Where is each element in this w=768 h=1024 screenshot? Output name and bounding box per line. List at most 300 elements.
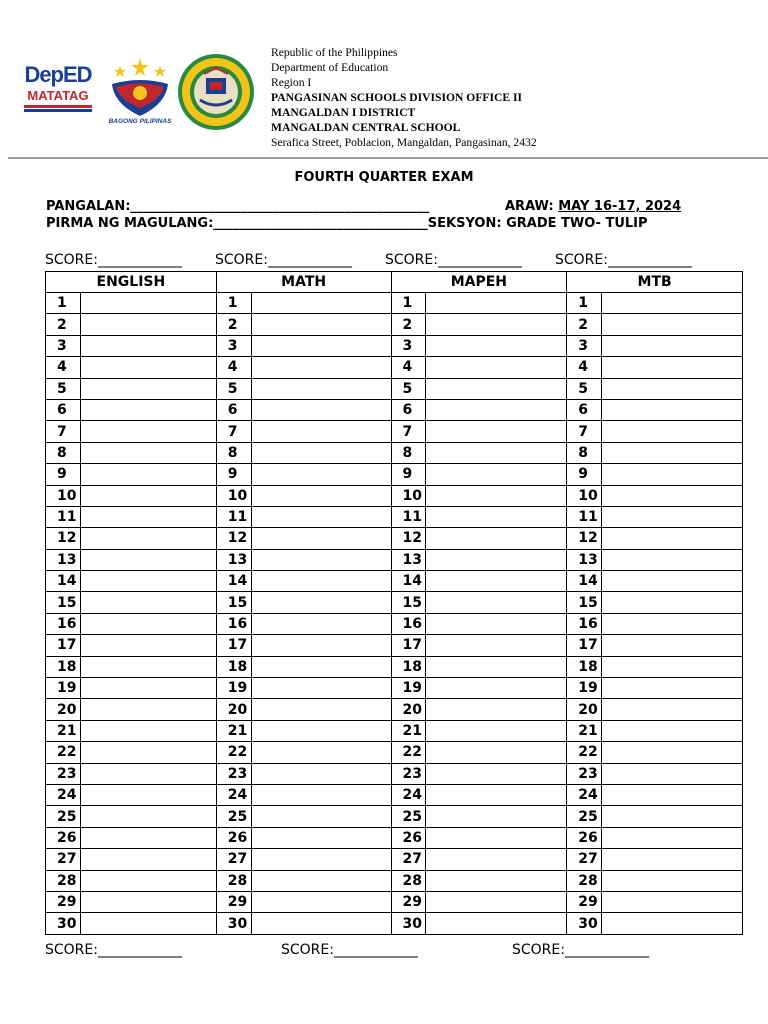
answer-cell[interactable] xyxy=(602,827,743,848)
bagong-pilipinas-emblem-icon xyxy=(104,56,176,118)
item-number: 6 xyxy=(391,399,426,420)
answer-row xyxy=(46,592,743,613)
answer-cell[interactable] xyxy=(426,442,567,463)
answer-cell[interactable] xyxy=(251,613,391,634)
item-number: 26 xyxy=(216,827,251,848)
answer-cell[interactable] xyxy=(602,806,743,827)
item-number: 14 xyxy=(46,571,81,592)
answer-cell[interactable] xyxy=(426,613,567,634)
answer-cell[interactable] xyxy=(251,913,391,934)
item-number: 2 xyxy=(391,314,426,335)
item-number: 12 xyxy=(216,528,251,549)
answer-row xyxy=(46,335,743,356)
answer-cell[interactable] xyxy=(80,335,216,356)
answer-cell[interactable] xyxy=(80,720,216,741)
address-line: Region I xyxy=(271,76,312,89)
item-number: 6 xyxy=(567,399,602,420)
answer-cell[interactable] xyxy=(80,613,216,634)
answer-cell[interactable] xyxy=(602,891,743,912)
item-number: 18 xyxy=(567,656,602,677)
header-divider xyxy=(8,157,768,159)
item-number: 28 xyxy=(567,870,602,891)
item-number: 4 xyxy=(567,357,602,378)
item-number: 15 xyxy=(216,592,251,613)
item-number: 15 xyxy=(567,592,602,613)
item-number: 8 xyxy=(567,442,602,463)
answer-cell[interactable] xyxy=(80,891,216,912)
answer-cell[interactable] xyxy=(602,314,743,335)
answer-cell[interactable] xyxy=(80,549,216,570)
item-number: 29 xyxy=(391,891,426,912)
answer-cell[interactable] xyxy=(80,849,216,870)
item-number: 6 xyxy=(216,399,251,420)
score-english[interactable]: SCORE:____________ xyxy=(45,252,182,268)
item-number: 7 xyxy=(567,421,602,442)
item-number: 10 xyxy=(216,485,251,506)
item-number: 22 xyxy=(391,742,426,763)
item-number: 12 xyxy=(46,528,81,549)
answer-cell[interactable] xyxy=(80,827,216,848)
answer-cell[interactable] xyxy=(426,870,567,891)
answer-row xyxy=(46,891,743,912)
address-line: Department of Education xyxy=(271,61,389,74)
answer-cell[interactable] xyxy=(426,656,567,677)
item-number: 10 xyxy=(46,485,81,506)
answer-cell[interactable] xyxy=(251,870,391,891)
answer-cell[interactable] xyxy=(80,763,216,784)
item-number: 9 xyxy=(567,464,602,485)
answer-cell[interactable] xyxy=(80,506,216,527)
item-number: 3 xyxy=(46,335,81,356)
item-number: 29 xyxy=(46,891,81,912)
answer-cell[interactable] xyxy=(251,699,391,720)
logo-bar xyxy=(24,105,92,108)
item-number: 22 xyxy=(46,742,81,763)
answer-cell[interactable] xyxy=(251,784,391,805)
answer-cell[interactable] xyxy=(80,784,216,805)
item-number: 26 xyxy=(46,827,81,848)
item-number: 7 xyxy=(391,421,426,442)
answer-cell[interactable] xyxy=(602,357,743,378)
item-number: 23 xyxy=(391,763,426,784)
answer-cell[interactable] xyxy=(80,357,216,378)
answer-cell[interactable] xyxy=(602,849,743,870)
answer-cell[interactable] xyxy=(426,485,567,506)
item-number: 11 xyxy=(391,506,426,527)
item-number: 1 xyxy=(391,293,426,314)
answer-cell[interactable] xyxy=(426,891,567,912)
answer-cell[interactable] xyxy=(602,293,743,314)
score-mapeh[interactable]: SCORE:____________ xyxy=(385,252,522,268)
item-number: 25 xyxy=(46,806,81,827)
answer-row xyxy=(46,678,743,699)
answer-row xyxy=(46,784,743,805)
answer-cell[interactable] xyxy=(426,763,567,784)
answer-cell[interactable] xyxy=(251,849,391,870)
item-number: 2 xyxy=(216,314,251,335)
answer-cell[interactable] xyxy=(251,485,391,506)
answer-cell[interactable] xyxy=(426,506,567,527)
item-number: 27 xyxy=(567,849,602,870)
item-number: 4 xyxy=(391,357,426,378)
score-bottom-3[interactable]: SCORE:____________ xyxy=(512,942,649,958)
answer-cell[interactable] xyxy=(80,806,216,827)
answer-sheet-table xyxy=(45,271,743,935)
item-number: 27 xyxy=(391,849,426,870)
answer-cell[interactable] xyxy=(602,335,743,356)
item-number: 18 xyxy=(391,656,426,677)
item-number: 28 xyxy=(216,870,251,891)
answer-cell[interactable] xyxy=(602,742,743,763)
answer-cell[interactable] xyxy=(80,378,216,399)
item-number: 15 xyxy=(46,592,81,613)
answer-cell[interactable] xyxy=(251,399,391,420)
answer-cell[interactable] xyxy=(602,506,743,527)
item-number: 22 xyxy=(567,742,602,763)
answer-cell[interactable] xyxy=(251,506,391,527)
answer-row xyxy=(46,378,743,399)
subject-header-row xyxy=(46,272,743,293)
answer-cell[interactable] xyxy=(251,357,391,378)
answer-row xyxy=(46,870,743,891)
item-number: 20 xyxy=(567,699,602,720)
subject-header: MTB xyxy=(567,272,743,293)
answer-cell[interactable] xyxy=(602,635,743,656)
answer-cell[interactable] xyxy=(251,464,391,485)
address-line: MANGALDAN CENTRAL SCHOOL xyxy=(271,121,461,134)
item-number: 9 xyxy=(391,464,426,485)
item-number: 8 xyxy=(46,442,81,463)
item-number: 24 xyxy=(567,784,602,805)
item-number: 23 xyxy=(216,763,251,784)
item-number: 11 xyxy=(567,506,602,527)
answer-cell[interactable] xyxy=(80,485,216,506)
answer-cell[interactable] xyxy=(426,742,567,763)
matatag-wordmark: MATATAG xyxy=(27,88,89,103)
answer-cell[interactable] xyxy=(426,335,567,356)
deped-wordmark: DepED xyxy=(24,62,92,87)
answer-cell[interactable] xyxy=(251,442,391,463)
answer-cell[interactable] xyxy=(80,913,216,934)
item-number: 5 xyxy=(46,378,81,399)
answer-row xyxy=(46,656,743,677)
item-number: 15 xyxy=(391,592,426,613)
answer-cell[interactable] xyxy=(602,528,743,549)
answer-cell[interactable] xyxy=(251,549,391,570)
answer-cell[interactable] xyxy=(80,464,216,485)
address-line: Serafica Street, Poblacion, Mangaldan, Pangasinan, 2432 xyxy=(271,136,537,149)
answer-cell[interactable] xyxy=(80,742,216,763)
answer-cell[interactable] xyxy=(251,763,391,784)
item-number: 21 xyxy=(567,720,602,741)
item-number: 5 xyxy=(216,378,251,399)
answer-cell[interactable] xyxy=(80,293,216,314)
answer-cell[interactable] xyxy=(426,806,567,827)
pirma-field[interactable] xyxy=(46,216,648,231)
answer-row xyxy=(46,849,743,870)
item-number: 29 xyxy=(216,891,251,912)
answer-cell[interactable] xyxy=(602,678,743,699)
school-seal-icon xyxy=(176,52,256,132)
answer-row xyxy=(46,720,743,741)
item-number: 1 xyxy=(567,293,602,314)
answer-row xyxy=(46,827,743,848)
item-number: 30 xyxy=(216,913,251,934)
answer-cell[interactable] xyxy=(251,656,391,677)
logo-bar xyxy=(24,109,92,112)
answer-row xyxy=(46,742,743,763)
answer-cell[interactable] xyxy=(80,699,216,720)
answer-cell[interactable] xyxy=(251,528,391,549)
item-number: 30 xyxy=(567,913,602,934)
item-number: 2 xyxy=(46,314,81,335)
item-number: 10 xyxy=(567,485,602,506)
answer-row xyxy=(46,314,743,335)
answer-cell[interactable] xyxy=(251,806,391,827)
answer-cell[interactable] xyxy=(602,549,743,570)
answer-row xyxy=(46,806,743,827)
item-number: 16 xyxy=(216,613,251,634)
answer-cell[interactable] xyxy=(426,464,567,485)
answer-cell[interactable] xyxy=(602,656,743,677)
item-number: 25 xyxy=(216,806,251,827)
item-number: 11 xyxy=(216,506,251,527)
item-number: 18 xyxy=(46,656,81,677)
item-number: 12 xyxy=(567,528,602,549)
item-number: 17 xyxy=(46,635,81,656)
answer-cell[interactable] xyxy=(602,613,743,634)
answer-cell[interactable] xyxy=(426,678,567,699)
answer-cell[interactable] xyxy=(602,699,743,720)
answer-row xyxy=(46,699,743,720)
answer-cell[interactable] xyxy=(602,913,743,934)
pirma-blank: _________________________________ xyxy=(213,216,428,231)
address-line: Republic of the Philippines xyxy=(271,46,398,59)
answer-row xyxy=(46,421,743,442)
answer-cell[interactable] xyxy=(426,827,567,848)
answer-cell[interactable] xyxy=(602,763,743,784)
answer-cell[interactable] xyxy=(602,720,743,741)
answer-cell[interactable] xyxy=(251,720,391,741)
answer-row xyxy=(46,357,743,378)
answer-cell[interactable] xyxy=(426,357,567,378)
item-number: 17 xyxy=(216,635,251,656)
answer-cell[interactable] xyxy=(251,571,391,592)
address-line: PANGASINAN SCHOOLS DIVISION OFFICE II xyxy=(271,91,523,104)
answer-cell[interactable] xyxy=(426,528,567,549)
answer-row xyxy=(46,763,743,784)
item-number: 9 xyxy=(216,464,251,485)
item-number: 16 xyxy=(46,613,81,634)
item-number: 29 xyxy=(567,891,602,912)
item-number: 9 xyxy=(46,464,81,485)
subject-header: MAPEH xyxy=(391,272,567,293)
answer-row xyxy=(46,506,743,527)
answer-cell[interactable] xyxy=(251,592,391,613)
item-number: 5 xyxy=(391,378,426,399)
answer-cell[interactable] xyxy=(80,571,216,592)
answer-cell[interactable] xyxy=(602,571,743,592)
score-bottom-1[interactable]: SCORE:____________ xyxy=(45,942,182,958)
item-number: 12 xyxy=(391,528,426,549)
answer-cell[interactable] xyxy=(426,293,567,314)
item-number: 19 xyxy=(46,678,81,699)
item-number: 20 xyxy=(391,699,426,720)
answer-cell[interactable] xyxy=(602,592,743,613)
answer-cell[interactable] xyxy=(426,849,567,870)
item-number: 13 xyxy=(391,549,426,570)
answer-cell[interactable] xyxy=(426,421,567,442)
bagong-pilipinas-logo xyxy=(104,56,176,130)
answer-cell[interactable] xyxy=(426,549,567,570)
answer-cell[interactable] xyxy=(80,399,216,420)
answer-cell[interactable] xyxy=(80,678,216,699)
item-number: 5 xyxy=(567,378,602,399)
address-line: MANGALDAN I DISTRICT xyxy=(271,106,416,119)
answer-cell[interactable] xyxy=(80,442,216,463)
exam-title: FOURTH QUARTER EXAM xyxy=(294,170,474,185)
item-number: 24 xyxy=(216,784,251,805)
score-math[interactable]: SCORE:____________ xyxy=(215,252,352,268)
pangalan-field[interactable]: PANGALAN:______________________________________________ xyxy=(46,199,430,214)
item-number: 11 xyxy=(46,506,81,527)
item-number: 19 xyxy=(216,678,251,699)
item-number: 17 xyxy=(567,635,602,656)
subject-header: MATH xyxy=(216,272,391,293)
answer-cell[interactable] xyxy=(426,720,567,741)
answer-row xyxy=(46,549,743,570)
answer-cell[interactable] xyxy=(80,635,216,656)
answer-cell[interactable] xyxy=(602,870,743,891)
answer-row xyxy=(46,528,743,549)
answer-row xyxy=(46,913,743,934)
answer-cell[interactable] xyxy=(602,378,743,399)
answer-cell[interactable] xyxy=(602,442,743,463)
item-number: 21 xyxy=(216,720,251,741)
answer-row xyxy=(46,399,743,420)
item-number: 25 xyxy=(391,806,426,827)
answer-cell[interactable] xyxy=(426,784,567,805)
answer-cell[interactable] xyxy=(602,784,743,805)
school-address-block xyxy=(271,45,537,150)
answer-cell[interactable] xyxy=(251,293,391,314)
answer-cell[interactable] xyxy=(602,399,743,420)
mangaldan-central-school-seal xyxy=(176,52,256,132)
item-number: 14 xyxy=(391,571,426,592)
item-number: 20 xyxy=(216,699,251,720)
answer-cell[interactable] xyxy=(602,464,743,485)
item-number: 21 xyxy=(391,720,426,741)
item-number: 1 xyxy=(216,293,251,314)
item-number: 17 xyxy=(391,635,426,656)
item-number: 28 xyxy=(391,870,426,891)
item-number: 18 xyxy=(216,656,251,677)
item-number: 16 xyxy=(567,613,602,634)
item-number: 25 xyxy=(567,806,602,827)
answer-cell[interactable] xyxy=(426,571,567,592)
bagong-pilipinas-caption: BAGONG PILIPINAS xyxy=(108,118,172,125)
answer-cell[interactable] xyxy=(602,421,743,442)
item-number: 14 xyxy=(216,571,251,592)
item-number: 4 xyxy=(216,357,251,378)
answer-cell[interactable] xyxy=(251,678,391,699)
answer-cell[interactable] xyxy=(80,592,216,613)
item-number: 2 xyxy=(567,314,602,335)
answer-row xyxy=(46,485,743,506)
answer-row xyxy=(46,613,743,634)
pirma-label: PIRMA NG MAGULANG: xyxy=(46,216,214,231)
item-number: 3 xyxy=(567,335,602,356)
item-number: 7 xyxy=(216,421,251,442)
score-bottom-2[interactable]: SCORE:____________ xyxy=(281,942,418,958)
item-number: 3 xyxy=(216,335,251,356)
item-number: 16 xyxy=(391,613,426,634)
araw-value: MAY 16-17, 2024 xyxy=(558,199,682,214)
answer-row xyxy=(46,635,743,656)
answer-cell[interactable] xyxy=(426,635,567,656)
answer-cell[interactable] xyxy=(251,314,391,335)
araw-field xyxy=(505,199,681,214)
seksyon-value: GRADE TWO- TULIP xyxy=(506,216,648,231)
answer-cell[interactable] xyxy=(602,485,743,506)
answer-cell[interactable] xyxy=(426,592,567,613)
answer-cell[interactable] xyxy=(251,378,391,399)
item-number: 19 xyxy=(391,678,426,699)
answer-cell[interactable] xyxy=(426,314,567,335)
item-number: 27 xyxy=(46,849,81,870)
answer-cell[interactable] xyxy=(251,742,391,763)
answer-cell[interactable] xyxy=(426,399,567,420)
item-number: 7 xyxy=(46,421,81,442)
item-number: 30 xyxy=(46,913,81,934)
item-number: 6 xyxy=(46,399,81,420)
subject-header: ENGLISH xyxy=(46,272,217,293)
item-number: 21 xyxy=(46,720,81,741)
item-number: 27 xyxy=(216,849,251,870)
answer-cell[interactable] xyxy=(80,528,216,549)
answer-cell[interactable] xyxy=(251,421,391,442)
score-mtb[interactable]: SCORE:____________ xyxy=(555,252,692,268)
answer-cell[interactable] xyxy=(426,913,567,934)
seksyon-label: SEKSYON: xyxy=(427,216,502,231)
item-number: 26 xyxy=(567,827,602,848)
item-number: 1 xyxy=(46,293,81,314)
answer-cell[interactable] xyxy=(251,827,391,848)
answer-cell[interactable] xyxy=(80,870,216,891)
item-number: 22 xyxy=(216,742,251,763)
answer-cell[interactable] xyxy=(251,635,391,656)
answer-cell[interactable] xyxy=(251,891,391,912)
answer-cell[interactable] xyxy=(251,335,391,356)
answer-cell[interactable] xyxy=(80,421,216,442)
item-number: 4 xyxy=(46,357,81,378)
answer-row xyxy=(46,293,743,314)
item-number: 20 xyxy=(46,699,81,720)
item-number: 23 xyxy=(46,763,81,784)
answer-row xyxy=(46,442,743,463)
item-number: 24 xyxy=(391,784,426,805)
answer-cell[interactable] xyxy=(80,656,216,677)
deped-matatag-logo xyxy=(20,62,96,128)
item-number: 24 xyxy=(46,784,81,805)
item-number: 28 xyxy=(46,870,81,891)
item-number: 23 xyxy=(567,763,602,784)
answer-cell[interactable] xyxy=(426,378,567,399)
answer-cell[interactable] xyxy=(80,314,216,335)
item-number: 3 xyxy=(391,335,426,356)
item-number: 13 xyxy=(567,549,602,570)
answer-cell[interactable] xyxy=(426,699,567,720)
